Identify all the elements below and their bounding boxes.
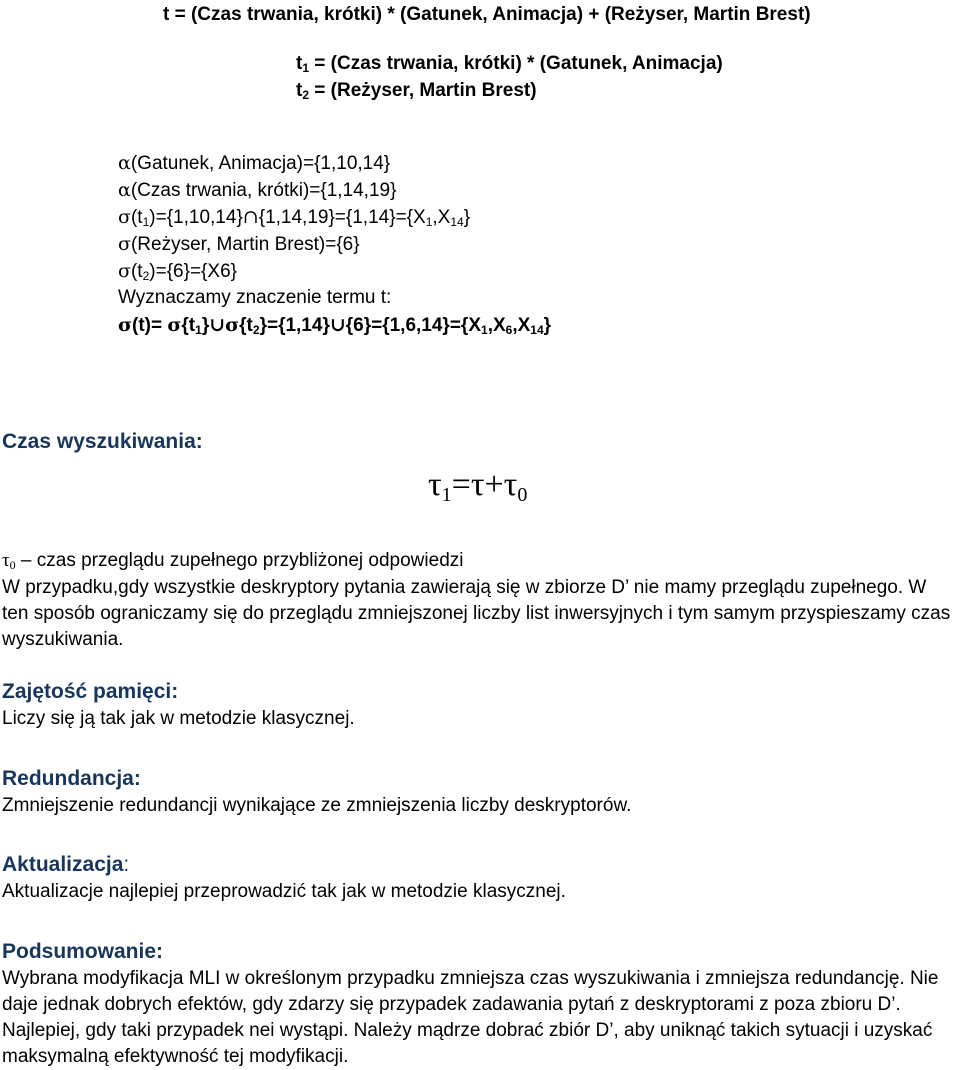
update-heading: Aktualizacja:	[2, 853, 130, 876]
sigma-t-result-line: $\sigma(t)= \sigma\{t_1\}\cup\sigma\{t_2\}=\{1,14\}\cup\{6\}=\{1,6,14\}=\{X_1,X_6,X_{14}\}$	[118, 314, 552, 337]
sigma-t2-line: $\sigma(t_2)=\{6\}=\{X6\}$	[118, 260, 237, 283]
tau0-definition: $\tau_0$ – czas przeglądu zupełnego przybliżonej odpowiedzi	[2, 550, 464, 572]
alpha-czas-line: α(Czas trwania, krótki)={1,14,19}	[118, 179, 397, 201]
main-formula: t = (Czas trwania, krótki) * (Gatunek, Animacja) + (Reżyser, Martin Brest)	[163, 4, 811, 25]
redundancy-heading: Redundancja:	[2, 767, 141, 790]
memory-text: Liczy się ją tak jak w metodzie klasycznej.	[2, 708, 355, 729]
summary-paragraph: Wybrana modyfikacja MLI w określonym przypadku zmniejsza czas wyszukiwania i zmniejsza redundancję. Nie daje jednak dobrych efektów, gdy zdarzy się przypadek zadawania pytań z deskryptorami z poza zbioru D’. Najlepiej, gdy taki przypadek nei wystąpi. Należy mądrze dobrać zbiór D’, aby uniknąć takich sytuacji i uzyskać maksymalną efektywność tej modyfikacji.	[2, 968, 939, 1067]
search-time-equation: $\tau_1=\tau+\tau_0$	[428, 466, 528, 506]
redundancy-text: Zmniejszenie redundancji wynikające ze zmniejszenia liczby deskryptorów.	[2, 795, 632, 816]
search-time-paragraph: W przypadku,gdy wszystkie deskryptory pytania zawierają się w zbiorze D’ nie mamy przeglądu zupełnego. W ten sposób ograniczamy się do przeglądu zmniejszonej liczby list inwersyjnych i tym samym przyspieszamy czas wyszukiwania.	[2, 577, 951, 650]
formula-t1: $t_1$ = (Czas trwania, krótki) * (Gatunek, Animacja)	[296, 53, 723, 75]
sigma-rezyser-line: σ(Reżyser, Martin Brest)={6}	[118, 233, 360, 255]
summary-heading: Podsumowanie:	[2, 940, 164, 963]
memory-heading: Zajętość pamięci:	[2, 680, 179, 703]
alpha-gatunek-line: α(Gatunek, Animacja)={1,10,14}	[118, 152, 391, 174]
term-caption: Wyznaczamy znaczenie termu t:	[118, 287, 392, 308]
formula-t2: $t_2$ = (Reżyser, Martin Brest)	[296, 80, 537, 102]
sigma-t1-line: $\sigma(t_1)=\{1,10,14\}\cap\{1,14,19\}=\{1,14\}=\{X_1,X_{14}\}$	[118, 206, 471, 229]
update-text: Aktualizacje najlepiej przeprowadzić tak jak w metodzie klasycznej.	[2, 881, 566, 902]
search-time-heading: Czas wyszukiwania:	[2, 430, 203, 453]
